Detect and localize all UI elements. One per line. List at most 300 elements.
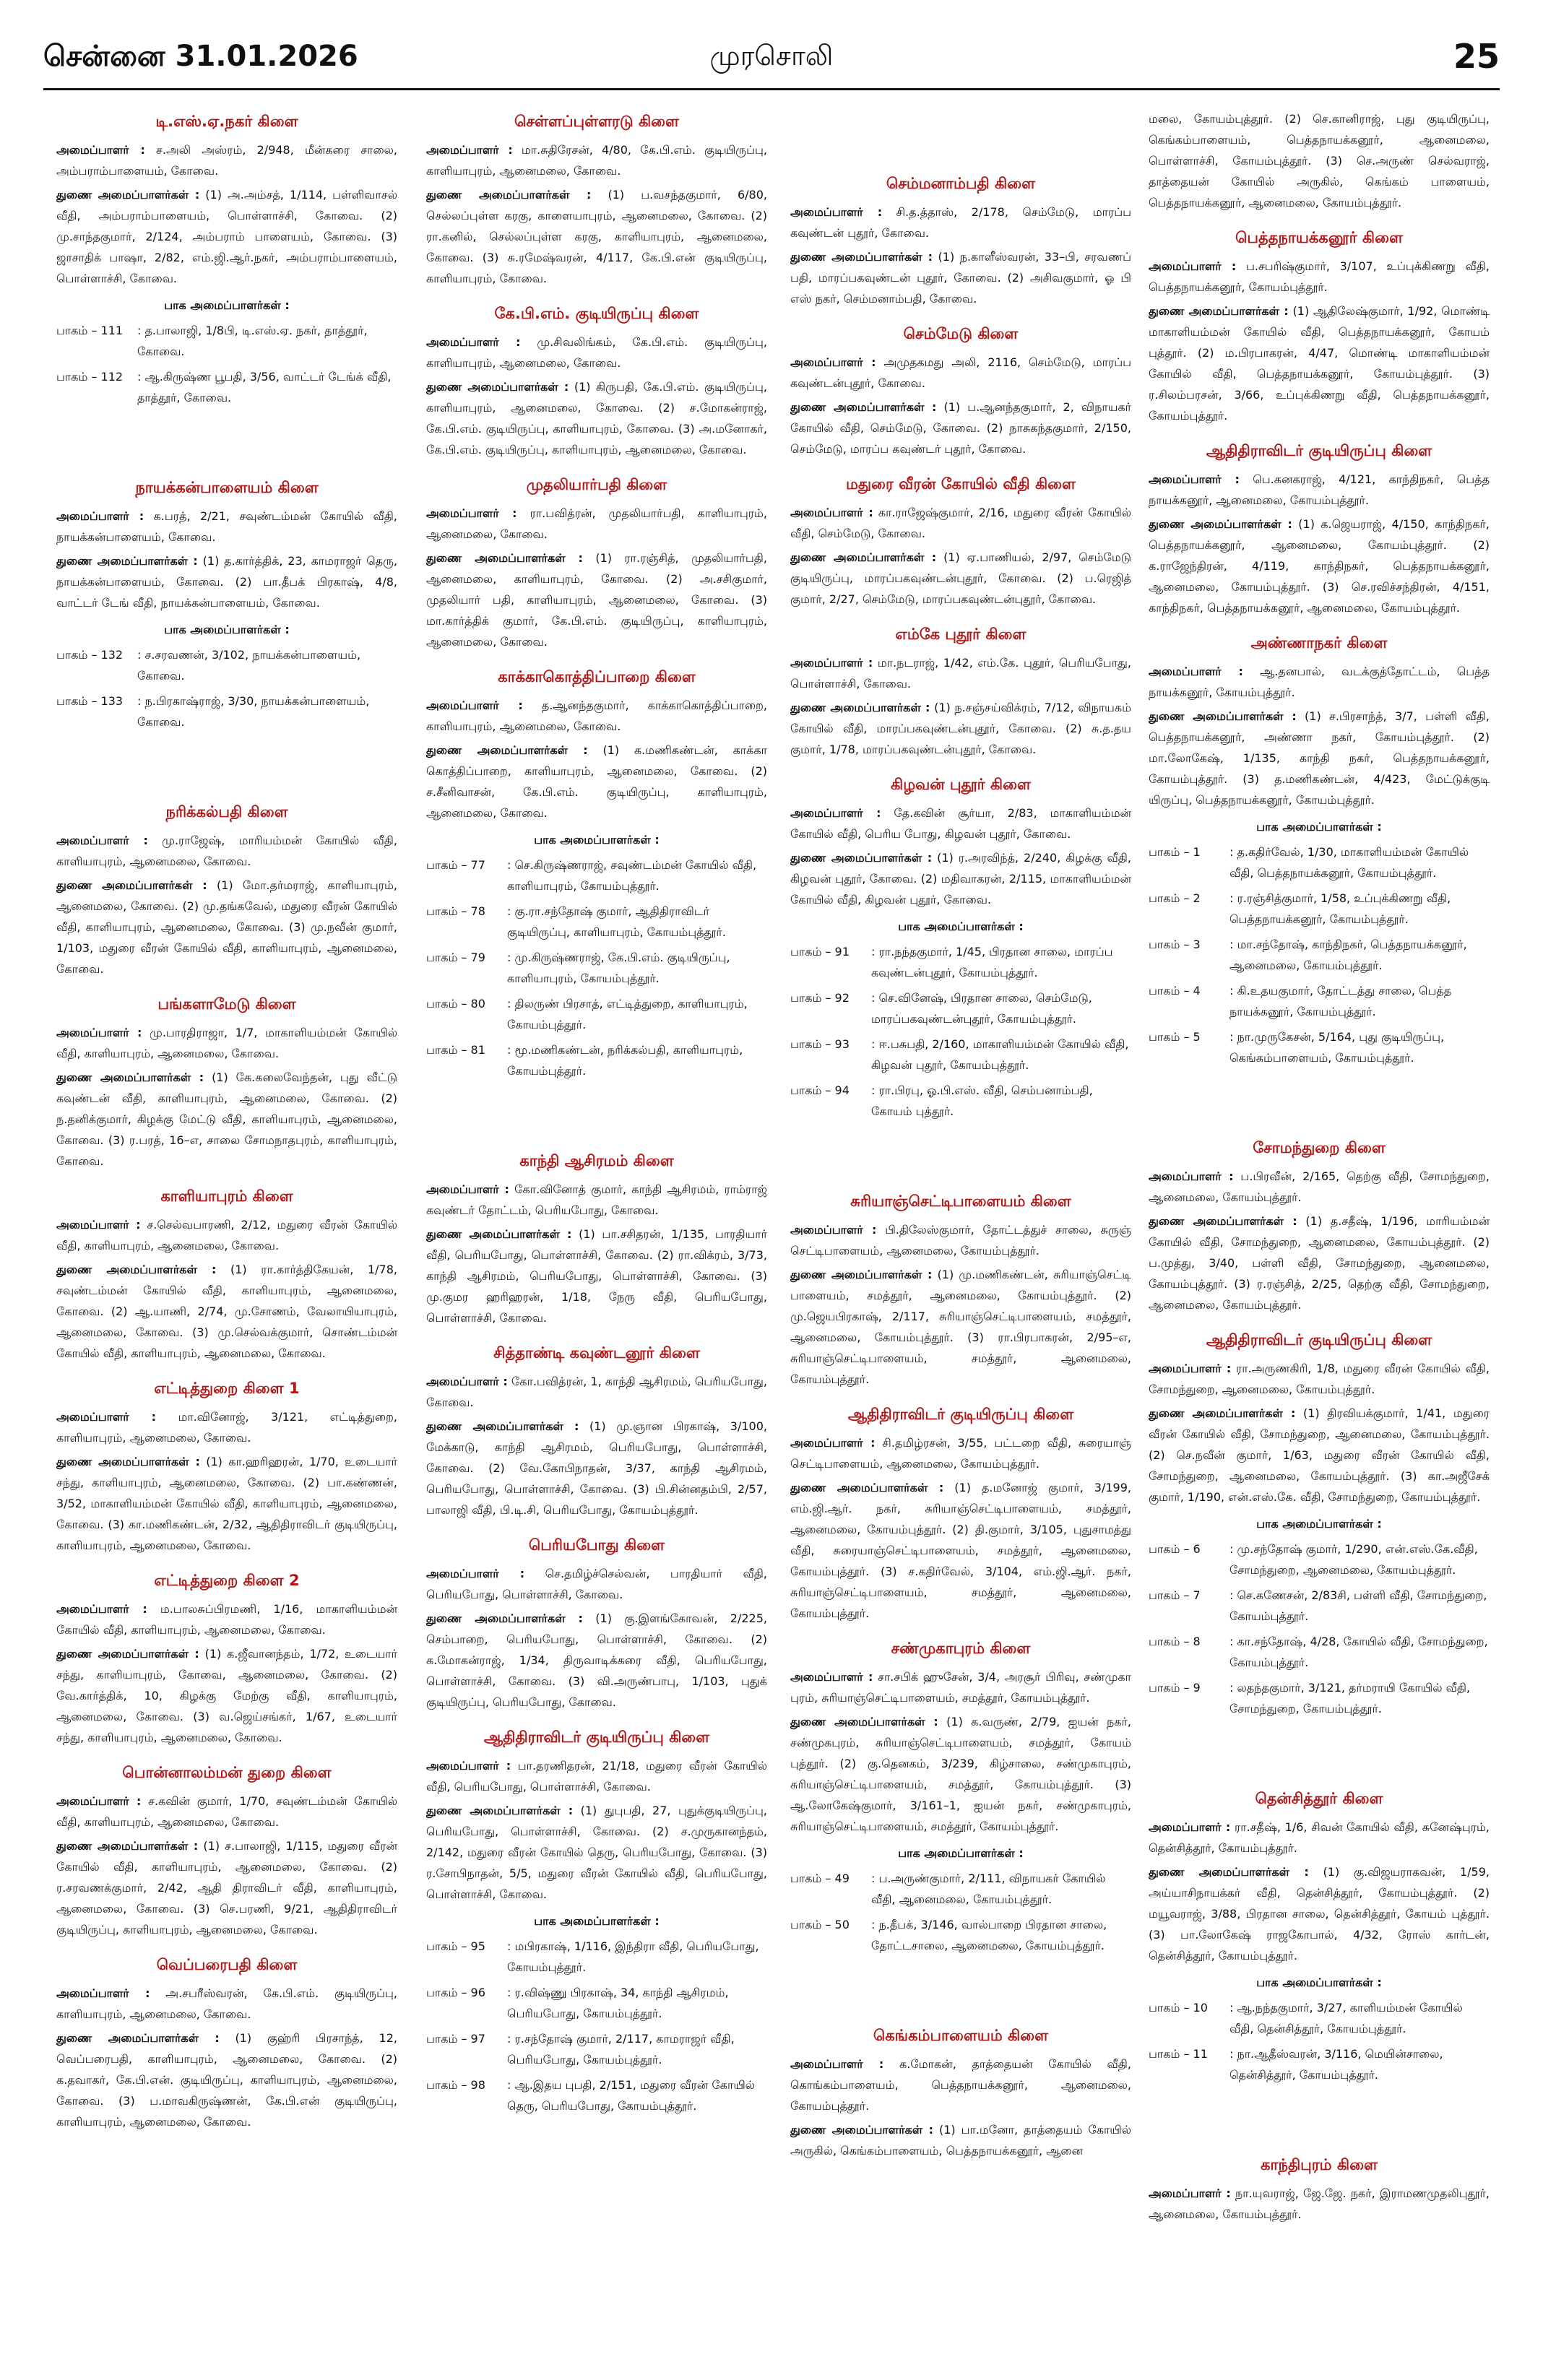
booth-organizer-text: : கு.ரா.சந்தோஷ் குமார், ஆதிதிராவிடர் குடியிருப்பு, காளியாபுரம், கோயம்புத்தூர்.	[507, 904, 726, 939]
booth-organizer-text: : ப.அருண்குமார், 2/111, விநாயகர் கோயில் வீதி, ஆனைமலை, கோயம்புத்தூர்.	[871, 1871, 1106, 1906]
branch-heading: சண்முகாபுரம் கிளை	[891, 1640, 1031, 1657]
branch-heading: சித்தாண்டி கவுண்டனூர் கிளை	[493, 1344, 700, 1362]
booth-organizers-heading: பாக அமைப்பாளர்கள் :	[898, 1846, 1024, 1860]
organizer-entry	[56, 1214, 397, 1256]
role-label: துணை அமைப்பாளர்கள் :	[56, 1263, 217, 1276]
booth-number: பாகம் – 91	[790, 945, 850, 959]
booth-organizer-text: : ர.ரஞ்சித்குமார், 1/58, உப்புக்கிணறு வீதி, பெத்தநாயக்கனூர், கோயம்புத்தூர்.	[1229, 891, 1451, 926]
organizer-details: கா.ராஜேஷ்குமார், 2/16, மதுரை வீரன் கோயில் வீதி, செம்மேடு, கோவை.	[790, 506, 1131, 540]
branch-heading: ஆதிதிராவிடர் குடியிருப்பு கிளை	[483, 1728, 710, 1746]
organizer-details: ரா.அருணகிரி, 1/8, மதுரை வீரன் கோயில் வீதி, சோமந்துறை, ஆனைமலை, கோயம்புத்தூர்.	[1149, 1362, 1490, 1396]
organizer-details: மு.சிவலிங்கம், கே.பி.எம். குடியிருப்பு, காளியாபுரம், ஆனைமலை, கோவை.	[426, 335, 767, 370]
booth-organizer-text: : ஆ.இதய புபதி, 2/151, மதுரை வீரன் கோயில் தெரு, பெரியபோது, கோயம்புத்தூர்.	[507, 2078, 756, 2113]
role-label: துணை அமைப்பாளர்கள் :	[790, 1715, 938, 1728]
booth-entry	[790, 987, 1131, 1029]
organizer-details: க.பரத், 2/21, சவுண்டம்மன் கோயில் வீதி, நாயக்கன்பாளையம், கோவை.	[56, 509, 397, 544]
booth-organizers-heading: பாக அமைப்பாளர்கள் :	[164, 623, 290, 636]
organizer-details: ச.அலி அஸ்ரம், 2/948, மீன்கரை சாலை, அம்பராம்பாளையம், கோவை.	[56, 143, 397, 178]
booth-organizer-text: : நா.முருகேசன், 5/164, புது குடியிருப்பு, கெங்கம்பாளையம், கோயம்புத்தூர்.	[1229, 1030, 1445, 1065]
role-label: அமைப்பாளர் :	[426, 335, 521, 349]
booth-entry	[1149, 1539, 1490, 1580]
booth-entry	[790, 1868, 1131, 1910]
booth-organizers-heading: பாக அமைப்பாளர்கள் :	[164, 298, 290, 312]
booth-entry	[426, 1936, 767, 1978]
spacer	[790, 1126, 1131, 1177]
organizer-details: (1) ரா.கார்த்திகேயன், 1/78, சவுண்டம்மன் கோயில் வீதி, காளியாபுரம், ஆனைமலை, கோவை. (2) ஆ.யாணி, 2/74, மு.சோணம், வேலாயியாபுரம், ஆனைமலை, கோவை. (3) மு.செல்வக்குமார், சொண்டம்மன் கோயில் வீதி, காளியாபுரம், ஆனைமலை, கோவை.	[56, 1263, 397, 1360]
role-label: துணை அமைப்பாளர்கள் :	[56, 554, 198, 568]
branch-heading: வெப்பரைபதி கிளை	[156, 1956, 298, 1973]
organizer-details: (1) ரா.ரஞ்சித், முதலியார்பதி, ஆனைமலை, காளியாபுரம், கோவை. (2) அ.சசிகுமார், முதலியார் பதி, காளியாபுரம், ஆனைமலை, கோவை. (3) மா.கார்த்திக் குமார், கே.பி.எம். குடியிருப்பு, காளியாபுரம், ஆனைமலை, கோவை.	[426, 551, 767, 649]
organizer-entry	[56, 1259, 397, 1364]
organizer-details: (1) த.மனோஜ் குமார், 3/199, எம்.ஜி.ஆர். நகர், சுரியாஞ்செட்டிபாளையம், சமத்தூர், ஆனைமலை, கோயம்புத்தூர். (2) தி.குமார், 3/105, புதுசாமத்து வீதி, சுரையாஞ்செட்டிபாளையம், சமத்தூர், ஆனைமலை, கோயம்புத்தூர். (3) ச.கதிர்வேல், 3/104, எம்.ஜி.ஆர். நகர், சுரியாஞ்செட்டிபாளையம், சமத்தூர், ஆனைமலை, கோயம்புத்தூர்.	[790, 1481, 1131, 1620]
booth-entry	[426, 947, 767, 989]
booth-entry	[426, 901, 767, 943]
role-label: அமைப்பாளர் :	[790, 806, 881, 820]
branch-heading: செம்மேடு கிளை	[903, 325, 1019, 342]
organizer-details: (1) கிருபதி, கே.பி.எம். குடியிருப்பு, காளியாபுரம், ஆனைமலை, கோவை. (2) ச.மோகன்ராஜ், கே.பி.எம். குடியிருப்பு, காளியாபுரம், கோவை. (3) அ.மனோகர், கே.பி.எம். குடியிருப்பு, காளியாபுரம், ஆனைமலை, கோவை.	[426, 380, 767, 456]
role-label: துணை அமைப்பாளர்கள் :	[426, 1227, 572, 1241]
booth-organizer-text: : கா.சந்தோஷ், 4/28, கோயில் வீதி, சோமந்துறை, கோயம்புத்தூர்.	[1229, 1635, 1488, 1669]
branch-heading: எட்டித்துறை கிளை 2	[154, 1572, 300, 1589]
spacer	[790, 108, 1131, 159]
role-label: துணை அமைப்பாளர்கள் :	[426, 743, 588, 757]
organizer-entry	[790, 1666, 1131, 1708]
booth-organizer-text: : ச.சரவணன், 3/102, நாயக்கன்பாளையம், கோவை.	[137, 648, 361, 683]
organizer-entry	[426, 139, 767, 181]
organizer-entry	[790, 1264, 1131, 1390]
role-label: துணை அமைப்பாளர்கள் :	[790, 400, 937, 414]
booth-organizer-text: : ந.தீபக், 3/146, வால்பாறை பிரதான சாலை, தோட்டசாலை, ஆனைமலை, கோயம்புத்தூர்.	[871, 1918, 1107, 1952]
spacer	[426, 1086, 767, 1136]
role-label: துணை அமைப்பாளர்கள் :	[790, 250, 933, 264]
booth-number: பாகம் – 79	[426, 951, 485, 964]
booth-organizer-text: : ஆ.கிருஷ்ண பூபதி, 3/56, வாட்டர் டேங்க் வீதி, தாத்தூர், கோவை.	[137, 370, 392, 404]
role-label: அமைப்பாளர் :	[790, 656, 873, 670]
role-label: அமைப்பாளர் :	[1149, 1169, 1234, 1183]
role-label: துணை அமைப்பாளர்கள் :	[1149, 1406, 1296, 1420]
role-label: துணை அமைப்பாளர்கள் :	[56, 1647, 199, 1661]
booth-number: பாகம் – 95	[426, 1939, 485, 1953]
booth-number: பாகம் – 3	[1149, 938, 1201, 951]
organizer-details: சி.த.த்தாஸ், 2/178, செம்மேடு, மாரப்ப கவுண்டன் புதூர், கோவை.	[790, 205, 1131, 240]
organizer-details: ப.சபரிஷ்குமார், 3/107, உப்புக்கிணறு வீதி, பெத்தநாயக்கனூர், கோயம்புத்தூர்.	[1149, 259, 1490, 294]
organizer-entry	[426, 1371, 767, 1413]
organizer-entry	[56, 139, 397, 181]
booth-organizer-text: : த.கதிர்வேல், 1/30, மாகாளியம்மன் கோயில் வீதி, பெத்தநாயக்கனூர், கோயம்புத்தூர்.	[1229, 845, 1469, 880]
organizer-entry	[790, 697, 1131, 760]
column-2	[426, 108, 767, 2329]
organizer-entry	[1149, 469, 1490, 511]
organizer-details: (1) க.ஜெயராஜ், 4/150, காந்திநகர், பெத்தநாயக்கனூர், ஆனைமலை, கோயம்புத்தூர். (2) க.ராஜேந்திரன், 4/119, காந்திநகர், பெத்தநாயக்கனூர், ஆனைமலை, கோயம்புத்தூர். (3) செ.ரவிச்சந்திரன், 4/151, காந்திநகர், பெத்தநாயக்கனூர், ஆனைமலை, கோயம்புத்தூர்.	[1149, 517, 1490, 615]
role-label: அமைப்பாளர் :	[426, 1375, 508, 1388]
booth-organizer-text: : ரா.பிரபு, ஓ.பி.எஸ். வீதி, செம்பனாம்பதி, கோயம் புத்தூர்.	[871, 1083, 1093, 1118]
organizer-details: த.ஆனந்தகுமார், காக்காகொத்திப்பாறை, காளியாபுரம், ஆனைமலை, கோவை.	[426, 698, 767, 733]
branch-heading: முதலியார்பதி கிளை	[526, 476, 667, 493]
booth-organizer-text: : ஆ.நந்தகுமார், 3/27, காளியம்மன் கோயில் வீதி, தென்சித்தூர், கோயம்புத்தூர்.	[1229, 2001, 1463, 2035]
organizer-details: தே.கவின் சூர்யா, 2/83, மாகாளியம்மன் கோயில் வீதி, பெரிய போது, கிழவன் புதூர், கோவை.	[790, 806, 1131, 841]
organizer-entry	[790, 847, 1131, 910]
booth-organizer-text: : ர.விஷ்ணு பிரகாஷ், 34, காந்தி ஆசிரமம், பெரியபோது, கோயம்புத்தூர்.	[507, 1986, 729, 2020]
organizer-entry	[56, 1791, 397, 1832]
date-line: சென்னை 31.01.2026	[43, 40, 358, 73]
organizer-details: (1) கு.இளங்கோவன், 2/225, செம்பாறை, பெரியபோது, பொள்ளாச்சி, கோவை. (2) க.மோகன்ராஜ், 1/34, திருவாடிக்கரை வீதி, பெரியபோது, பொள்ளாச்சி, கோவை. (3) வி.அருண்பாபு, 1/103, புதுக் குடியிருப்பு, பெரியபோது, கோவை.	[426, 1611, 767, 1709]
booth-entry	[1149, 1997, 1490, 2039]
organizer-details: (1) அ.அம்சத், 1/114, பள்ளிவாசல் வீதி, அம்பராம்பாளையம், பொள்ளாச்சி, கோவை. (2) மு.சாந்தகுமார், 2/124, அம்பராம் பாளையம், கோவை. (3) ஜாசாதிக் பாஷா, 2/82, எம்.ஜி.ஆர்.நகர், அம்பராம்பாளையம், பொள்ளாச்சி, கோவை.	[56, 188, 397, 285]
organizer-details: (1) கு.விஜயராகவன், 1/59, அய்யாசிநாயக்கர் வீதி, தென்சித்தூர், கோயம்புத்தூர். (2) மயூவராஜ், 3/88, பிரதான சாலை, தென்சித்தூர், கோயம் புத்தூர். (3) பா.லோகேஷ் ராஜகோபால், 4/32, ரோஸ் கார்டன், தென்சித்தூர், கோயம்புத்தூர்.	[1149, 1865, 1490, 1963]
role-label: அமைப்பாளர் :	[790, 205, 883, 219]
role-label: துணை அமைப்பாளர்கள் :	[56, 878, 207, 892]
organizer-entry	[1149, 300, 1490, 426]
organizer-entry	[56, 1067, 397, 1172]
booth-number: பாகம் – 81	[426, 1043, 485, 1057]
role-label: அமைப்பாளர் :	[790, 1670, 873, 1684]
organizer-entry	[56, 506, 397, 548]
role-label: அமைப்பாளர் :	[426, 143, 513, 157]
booth-number: பாகம் – 49	[790, 1871, 850, 1885]
role-label: அமைப்பாளர் :	[56, 1602, 147, 1616]
organizer-details: (1) கா.ஹரிஹரன், 1/70, உடையார் சந்து, காளியாபுரம், ஆனைமலை, கோவை. (2) பா.கண்ணன், 3/52, மாகாளியம்மன் கோயில் வீதி, காளியாபுரம், ஆனைமலை, கோவை. (3) கா.மணிகண்டன், 2/32, ஆதிதிராவிடர் குடியிருப்பு, காளியாபுரம், ஆனைமலை, கோவை.	[56, 1455, 397, 1552]
role-label: துணை அமைப்பாளர்கள் :	[790, 1481, 944, 1494]
organizer-entry	[56, 1598, 397, 1640]
organizer-entry	[426, 695, 767, 737]
spacer	[56, 737, 397, 787]
booth-entry	[426, 2028, 767, 2070]
booth-organizers-heading: பாக அமைப்பாளர்கள் :	[534, 1914, 660, 1928]
organizer-entry	[790, 1711, 1131, 1837]
role-label: துணை அமைப்பாளர்கள் :	[790, 701, 930, 714]
organizer-entry	[56, 1406, 397, 1448]
organizer-entry	[790, 652, 1131, 694]
organizer-entry	[426, 1608, 767, 1713]
role-label: அமைப்பாளர் :	[1149, 1820, 1231, 1834]
booth-number: பாகம் – 7	[1149, 1588, 1201, 1602]
booth-organizer-text: : த.பாலாஜி, 1/8பி, டி.எஸ்.ஏ. நகர், தாத்தூர், கோவை.	[137, 324, 368, 358]
organizer-entry	[1149, 1403, 1490, 1507]
organizer-details: கோ.பவித்ரன், 1, காந்தி ஆசிரமம், பெரியபோது, கோவை.	[426, 1375, 767, 1409]
booth-entry	[790, 1080, 1131, 1122]
organizer-entry	[1149, 1358, 1490, 1400]
branch-heading: செள்ளப்புள்ளரடு கிளை	[514, 113, 679, 130]
branch-heading: கெங்கம்பாளையம் கிளை	[873, 2027, 1049, 2044]
organizer-details: பா.தரணிதரன், 21/18, மதுரை வீரன் கோயில் வீதி, பெரியபோது, பொள்ளாச்சி, கோவை.	[426, 1759, 767, 1793]
organizer-details: ச.கவின் குமார், 1/70, சவுண்டம்மன் கோயில் வீதி, காளியாபுரம், ஆனைமலை, கோவை.	[56, 1794, 397, 1829]
booth-number: பாகம் – 96	[426, 1986, 485, 1999]
organizer-entry	[426, 332, 767, 373]
booth-organizers-heading: பாக அமைப்பாளர்கள் :	[898, 919, 1024, 933]
branch-heading: கிழவன் புதூர் கிளை	[891, 776, 1031, 793]
organizer-details: பெ.கனகராஜ், 4/121, காந்திநகர், பெத்த நாயக்கனூர், ஆனைமலை, கோயம்புத்தூர்.	[1149, 472, 1490, 507]
organizer-details: (1) ர.அரவிந்த், 2/240, கிழக்கு வீதி, கிழவன் புதூர், கோவை. (2) மதிவாகரன், 2/115, மாகாளியம்மன் கோயில் வீதி, கிழவன் புதூர், கோவை.	[790, 851, 1131, 906]
organizer-entry	[426, 1755, 767, 1797]
role-label: அமைப்பாளர் :	[1149, 259, 1237, 273]
booth-number: பாகம் – 9	[1149, 1681, 1201, 1695]
branch-heading: மதுரை வீரன் கோயில் வீதி கிளை	[845, 475, 1076, 493]
organizer-details: ப.பிரவீன், 2/165, தெற்கு வீதி, சோமந்துறை, ஆனைமலை, கோயம்புத்தூர்.	[1149, 1169, 1490, 1204]
booth-entry	[56, 366, 397, 408]
organizer-entry	[790, 502, 1131, 544]
booth-entry	[1149, 980, 1490, 1022]
booth-number: பாகம் – 78	[426, 904, 485, 918]
organizer-details: (1) திரவியக்குமார், 1/41, மதுரை வீரன் கோயில் வீதி, சோமந்துறை, ஆனைமலை, கோயம்புத்தூர். (2) செ.நவீன் குமார், 1/63, மதுரை வீரன் கோயில் வீதி, சோமந்துறை, ஆனைமலை, கோயம்புத்தூர். (3) கா.அஜீசேக் குமார், 1/190, என்.எஸ்.கே. வீதி, சோமந்துறை, கோயம்புத்தூர்.	[1149, 1406, 1490, 1504]
booth-number: பாகம் – 6	[1149, 1542, 1201, 1556]
role-label: அமைப்பாளர் :	[1149, 2186, 1231, 2200]
booth-number: பாகம் – 50	[790, 1918, 850, 1931]
organizer-details: (1) ந.சஞ்சய்விக்ரம், 7/12, விநாயகம் கோயில் வீதி, மாரப்பகவுண்டன்புதூர், கோவை. (2) சு.த.தய குமார், 1/78, மாரப்பகவுண்டன்புதூர், கோவை.	[790, 701, 1131, 756]
organizer-details: (1) ச.பாலாஜி, 1/115, மதுரை வீரன் கோயில் வீதி, காளியாபுரம், ஆனைமலை, கோவை. (2) ர.சரவணக்குமார், 2/42, ஆதி திராவிடர் வீதி, காளியாபுரம், ஆனைமலை, கோவை. (3) செ.பரணி, 9/21, ஆதிதிராவிடர் குடியிருப்பு, காளியாபுரம், ஆனைமலை, கோவை.	[56, 1839, 397, 1937]
booth-organizer-text: : கி.உதயகுமார், தோட்டத்து சாலை, பெத்த நாயக்கனூர், கோயம்புத்தூர்.	[1229, 984, 1452, 1018]
organizer-entry	[790, 352, 1131, 394]
organizer-entry	[790, 1432, 1131, 1474]
organizer-entry	[56, 830, 397, 872]
organizer-details: பி.திலேஸ்குமார், தோட்டத்துச் சாலை, சுருஞ் செட்டிபாளையம், ஆனைமலை, கோயம்புத்தூர்.	[790, 1223, 1131, 1258]
organizer-details: மு.ராஜேஷ், மாரியம்மன் கோயில் வீதி, காளியாபுரம், ஆனைமலை, கோவை.	[56, 834, 397, 868]
booth-number: பாகம் – 93	[790, 1037, 850, 1051]
role-label: அமைப்பாளர் :	[1149, 665, 1243, 678]
branch-heading: டி.எஸ்.ஏ.நகர் கிளை	[155, 113, 298, 130]
booth-number: பாகம் – 8	[1149, 1635, 1201, 1648]
organizer-entry	[1149, 1861, 1490, 1966]
booth-entry	[1149, 2043, 1490, 2085]
organizer-entry	[790, 1477, 1131, 1624]
role-label: அமைப்பாளர் :	[56, 509, 144, 523]
continued-text: மலை, கோயம்புத்தூர். (2) செ.கானிராஜ், புது குடியிருப்பு, கெங்கம்பாளையம், பெத்தநாயக்கனூர், ஆனைமலை, பொள்ளாச்சி, கோயம்புத்தூர். (3) செ.அருண் செல்வராஜ், தாத்தையன் கோயில் அருகில், கெங்கம் பாளையம், பெத்தநாயக்கனூர், ஆனைமலை, கோயம்புத்தூர்.	[1149, 112, 1490, 209]
booth-entry	[56, 691, 397, 732]
role-label: துணை அமைப்பாளர்கள் :	[1149, 517, 1292, 531]
organizer-details: (1) ஏ.பாணியல், 2/97, செம்மேடு குடியிருப்பு, மாரப்பகவுண்டன்புதூர், கோவை. (2) ப.ரெஜித் குமார், 2/27, செம்மேடு, மாரப்பகவுண்டன்புதூர், கோவை.	[790, 550, 1131, 606]
booth-organizer-text: : செ.கிருஷ்ணராஜ், சவுண்டம்மன் கோயில் வீதி, காளியாபுரம், கோயம்புத்தூர்.	[507, 858, 757, 893]
organizer-entry	[1149, 2183, 1490, 2225]
spacer	[1149, 2090, 1490, 2140]
role-label: அமைப்பாளர் :	[1149, 472, 1240, 486]
branch-heading: சுரியாஞ்செட்டிபாளையம் கிளை	[850, 1193, 1071, 1210]
role-label: அமைப்பாளர் :	[1149, 1362, 1232, 1375]
booth-organizer-text: : மு.கிருஷ்ணராஜ், கே.பி.எம். குடியிருப்பு, காளியாபுரம், கோயம்புத்தூர்.	[507, 951, 730, 985]
booth-number: பாகம் – 133	[56, 694, 124, 708]
organizer-entry	[56, 1451, 397, 1556]
branch-heading: பங்களாமேடு கிளை	[157, 995, 296, 1013]
booth-number: பாகம் – 94	[790, 1083, 850, 1097]
role-label: அமைப்பாளர் :	[790, 355, 876, 369]
booth-organizer-text: : ர.சந்தோஷ் குமார், 2/117, காமராஜர் வீதி, பெரியபோது, கோயம்புத்தூர்.	[507, 2032, 735, 2067]
organizer-entry	[426, 548, 767, 652]
booth-organizer-text: : ஈ.பசுபதி, 2/160, மாகாளியம்மன் கோயில் வீதி, கிழவன் புதூர், கோயம்புத்தூர்.	[871, 1037, 1129, 1072]
organizer-entry	[790, 397, 1131, 459]
booth-organizers-heading: பாக அமைப்பாளர்கள் :	[1256, 1517, 1382, 1531]
organizer-entry	[426, 1179, 767, 1221]
organizer-entry	[1149, 661, 1490, 703]
organizer-details: சா.சபிக் ஹுசேன், 3/4, அரசூர் பிரிவு, சண்முகா புரம், சுரியாஞ்செட்டிபாளையம், சமத்தூர், கோயம்புத்தூர்.	[790, 1670, 1131, 1705]
organizer-entry	[790, 2054, 1131, 2116]
organizer-details: மா.நடராஜ், 1/42, எம்.கே. புதூர், பெரியபோது, பொள்ளாச்சி, கோவை.	[790, 656, 1131, 691]
spacer	[56, 412, 397, 463]
organizer-details: க.மோகன், தாத்தையன் கோயில் வீதி, கொங்கம்பாளையம், பெத்தநாயக்கனூர், ஆனைமலை, கோயம்புத்தூர்.	[790, 2057, 1131, 2113]
branch-heading: அண்ணாநகர் கிளை	[1250, 634, 1388, 652]
organizer-details: (1) பா.மனோ, தாத்தையம் கோயில் அருகில், கெங்கம்பாளையம், பெத்தநாயக்கனூர், ஆனை	[790, 2123, 1131, 2158]
role-label: துணை அமைப்பாளர்கள் :	[1149, 709, 1297, 723]
header-rule	[43, 88, 1500, 90]
organizer-entry	[426, 503, 767, 545]
column-3	[790, 108, 1131, 2329]
organizer-details: (1) ந.காளீஸ்வரன், 33–பி, சரவணப் பதி, மாரப்பகவுண்டன் புதூர், கோவை. (2) அசிவகுமார், ஓ பி எஸ் நகர், செம்மனாம்பதி, கோவை.	[790, 250, 1131, 306]
column-4	[1149, 108, 1490, 2329]
organizer-entry	[56, 1983, 397, 2025]
organizer-details: (1) க.ஜீவானந்தம், 1/72, உடையார் சந்து, காளியாபுரம், கோவை, ஆனைமலை, கோவை. (2) வே.கார்த்திக், 10, கிழக்கு மேற்கு வீதி, காளியாபுரம், ஆனைமலை, கோவை. (3) வ.ஜெய்சங்கர், 1/67, உடையார் சந்து, காளியாபுரம், ஆனைமலை, கோவை.	[56, 1647, 397, 1744]
organizer-details: (1) பா.சசிதரன், 1/135, பாரதியார் வீதி, பெரியபோது, பொள்ளாச்சி, கோவை. (2) ரா.விக்ரம், 3/73, காந்தி ஆசிரமம், பெரியபோது, பொள்ளாச்சி, கோவை. (3) மு.குமர ஹரிஹரன், 1/18, நேரு வீதி, பெரியபோது, பொள்ளாச்சி, கோவை.	[426, 1227, 767, 1325]
organizer-details: (1) ப.வசந்தகுமார், 6/80, செல்லப்புள்ள கரகு, காளையாபுரம், ஆனைமலை, கோவை. (2) ரா.கனில், செல்லப்புள்ள கரகு, காளியாபுரம், ஆனைமலை, கோவை. (3) சு.ரமேஷ்வரன், 4/117, கே.பி.என் குடியிருப்பு, காளியாபுரம், கோவை.	[426, 188, 767, 285]
booth-number: பாகம் – 92	[790, 991, 850, 1005]
role-label: அமைப்பாளர் :	[56, 1026, 142, 1039]
role-label: துணை அமைப்பாளர்கள் :	[426, 1804, 574, 1817]
booth-entry	[1149, 841, 1490, 883]
booth-entry	[790, 1034, 1131, 1076]
organizer-entry	[1149, 706, 1490, 810]
organizer-entry	[426, 1416, 767, 1520]
organizer-entry	[790, 1219, 1131, 1261]
role-label: அமைப்பாளர் :	[56, 1794, 142, 1808]
organizer-entry	[426, 376, 767, 460]
branch-heading: பெத்தநாயக்கனூர் கிளை	[1235, 229, 1403, 246]
branch-heading: சோமந்துறை கிளை	[1253, 1139, 1386, 1156]
booth-entry	[790, 941, 1131, 983]
organizer-entry	[790, 547, 1131, 610]
booth-organizer-text: : மா.சந்தோஷ், காந்திநகர், பெத்தநாயக்கனூர், ஆனைமலை, கோயம்புத்தூர்.	[1229, 938, 1467, 972]
organizer-entry	[56, 2028, 397, 2132]
organizer-details: (1) க.மணிகண்டன், காக்கா கொத்திப்பாறை, காளியாபுரம், ஆனைமலை, கோவை. (2) ச.சீனிவாசன், கே.பி.எம். குடியிருப்பு, காளியாபுரம், ஆனைமலை, கோவை.	[426, 743, 767, 820]
spacer	[790, 1960, 1131, 2011]
organizer-details: (1) மு.ஞான பிரகாஷ், 3/100, மேக்காடு, காந்தி ஆசிரமம், பெரியபோது, பொள்ளாச்சி, கோவை. (2) வே.கோபிநாதன், 3/37, காந்தி ஆசிரமம், பெரியபோது, பொள்ளாச்சி, கோவை. (3) பி.சின்னதம்பி, 2/57, பாலாஜி வீதி, பி.டி.சி, பெரியபோது, கோயம்புத்தூர்.	[426, 1419, 767, 1517]
booth-organizers-heading: பாக அமைப்பாளர்கள் :	[1256, 820, 1382, 834]
booth-number: பாகம் – 97	[426, 2032, 485, 2046]
organizer-entry	[426, 1224, 767, 1328]
organizer-entry	[790, 246, 1131, 309]
organizer-details: (1) க.வருண், 2/79, ஐயன் நகர், சண்முகபுரம், சுரியாஞ்செட்டிபாளையம், சமத்தூர், கோயம் புத்தூர். (2) கு.தெனகம், 3/239, கிழ்சாலை, சண்முகாபுரம், சுரியாஞ்செட்டிபாளையம், சமத்தூர், கோயம்புத்தூர். (3) ஆ.லோகேஷ்குமார், 3/161–1, ஐயன் நகர், சண்முகாபுரம், சுரியாஞ்செட்டிபாளையம், சமத்தூர், கோயம்புத்தூர்.	[790, 1715, 1131, 1833]
organizer-entry	[1149, 514, 1490, 618]
role-label: துணை அமைப்பாளர்கள் :	[426, 1611, 583, 1625]
organizer-entry	[56, 550, 397, 613]
organizer-entry	[790, 802, 1131, 844]
role-label: துணை அமைப்பாளர்கள் :	[790, 2123, 934, 2137]
booth-organizers-heading: பாக அமைப்பாளர்கள் :	[1256, 1976, 1382, 1989]
booth-number: பாகம் – 132	[56, 648, 124, 662]
branch-heading: ஆதிதிராவிடர் குடியிருப்பு கிளை	[847, 1406, 1074, 1423]
role-label: துணை அமைப்பாளர்கள் :	[426, 1419, 579, 1433]
booth-entry	[1149, 1585, 1490, 1627]
role-label: அமைப்பாளர் :	[790, 506, 873, 519]
branch-heading: ஆதிதிராவிடர் குடியிருப்பு கிளை	[1206, 442, 1432, 459]
role-label: துணை அமைப்பாளர்கள் :	[790, 851, 933, 865]
organizer-details: (1) மு.மணிகண்டன், சுரியாஞ்செட்டி பாளையம், சமத்தூர், ஆனைமலை, கோயம்புத்தூர். (2) மு.ஜெயபிரகாஷ், 2/117, சுரியாஞ்செட்டிபாளையம், சமத்தூர், ஆனைமலை, கோயம்புத்தூர். (3) ரா.பிரபாகரன், 2/95–எ, சுரியாஞ்செட்டிபாளையம், சமத்தூர், ஆனைமலை, கோயம்புத்தூர்.	[790, 1268, 1131, 1386]
booth-number: பாகம் – 80	[426, 997, 485, 1011]
branch-heading: பெரியபோது கிளை	[528, 1536, 665, 1554]
booth-entry	[790, 1914, 1131, 1956]
organizer-details: நா.யுவராஜ், ஜே.ஜே. நகர், இராமணமுதலிபுதூர், ஆனைமலை, கோயம்புத்தூர்.	[1149, 2186, 1490, 2221]
organizer-details: அ.சபரீஸ்வரன், கே.பி.எம். குடியிருப்பு, காளியாபுரம், ஆனைமலை, கோவை.	[56, 1986, 397, 2021]
booth-organizer-text: : நா.ஆதீஸ்வரன், 3/116, மெயின்சாலை, தென்சித்தூர், கோயம்புத்தூர்.	[1229, 2047, 1443, 2082]
role-label: துணை அமைப்பாளர்கள் :	[426, 380, 569, 394]
organizer-details: (1) த.சதீஷ், 1/196, மாரியம்மன் கோயில் வீதி, சோமந்துறை, ஆனைமலை, கோயம்புத்தூர். (2) ப.முத்து, 3/40, பள்ளி வீதி, சோமந்துறை, ஆனைமலை, கோயம்புத்தூர். (3) ர.ரஞ்சித், 2/25, தெற்கு வீதி, சோமந்துறை, ஆனைமலை, கோயம்புத்தூர்.	[1149, 1214, 1490, 1312]
booth-organizer-text: : மூ.மணிகண்டன், நரிக்கல்பதி, காளியாபுரம், கோயம்புத்தூர்.	[507, 1043, 743, 1078]
organizer-details: செ.தமிழ்ச்செல்வன், பாரதியார் வீதி, பெரியபோது, பொள்ளாச்சி, கோவை.	[426, 1567, 767, 1601]
role-label: அமைப்பாளர் :	[426, 1759, 511, 1773]
role-label: துணை அமைப்பாளர்கள் :	[56, 188, 200, 202]
booth-entry	[1149, 1677, 1490, 1719]
page-header	[43, 37, 1500, 83]
role-label: துணை அமைப்பாளர்கள் :	[56, 1070, 204, 1084]
branch-heading: காக்காகொத்திப்பாறை கிளை	[498, 668, 696, 685]
organizer-details: கோ.வினோத் குமார், காந்தி ஆசிரமம், ராம்ராஜ் கவுண்டர் தோட்டம், பெரியபோது, கோவை.	[426, 1182, 767, 1217]
role-label: அமைப்பாளர் :	[56, 834, 148, 847]
spacer	[1149, 1073, 1490, 1123]
role-label: அமைப்பாளர் :	[426, 506, 517, 520]
branch-heading: ஆதிதிராவிடர் குடியிருப்பு கிளை	[1206, 1331, 1432, 1349]
booth-organizer-text: : ரா.நந்தகுமார், 1/45, பிரதான சாலை, மாரப்ப கவுண்டன்புதூர், கோயம்புத்தூர்.	[871, 945, 1113, 979]
organizer-details: ஆ.தனபால், வடக்குத்தோட்டம், பெத்த நாயக்கனூர், கோயம்புத்தூர்.	[1149, 665, 1490, 699]
booth-entry	[426, 1982, 767, 2024]
role-label: அமைப்பாளர் :	[56, 143, 145, 157]
organizer-entry	[790, 2119, 1131, 2161]
branch-heading: கே.பி.எம். குடியிருப்பு கிளை	[494, 305, 699, 322]
booth-organizer-text: : திலருண் பிரசாத், எட்டித்துறை, காளியாபுரம், கோயம்புத்தூர்.	[507, 997, 748, 1031]
branch-heading: எம்கே புதூர் கிளை	[895, 626, 1026, 643]
role-label: அமைப்பாளர் :	[426, 698, 523, 712]
organizer-details: ரா.சதீஷ், 1/6, சிவன் கோயில் வீதி, சுனேஷ்புரம், தென்சித்தூர், கோயம்புத்தூர்.	[1149, 1820, 1490, 1855]
booth-number: பாகம் – 11	[1149, 2047, 1208, 2061]
role-label: துணை அமைப்பாளர்கள் :	[1149, 1214, 1297, 1228]
booth-organizer-text: : செ.வினேஷ், பிரதான சாலை, செம்மேடு, மாரப்பகவுண்டன்புதூர், கோயம்புத்தூர்.	[871, 991, 1092, 1026]
booth-number: பாகம் – 2	[1149, 891, 1201, 905]
booth-number: பாகம் – 4	[1149, 984, 1201, 998]
organizer-entry	[1149, 1211, 1490, 1315]
spacer	[1149, 1723, 1490, 1774]
branch-heading: காந்திபுரம் கிளை	[1261, 2156, 1378, 2173]
booth-organizer-text: : மு.சந்தோஷ் குமார், 1/290, என்.எஸ்.கே.வீதி, சோமந்துறை, ஆனைமலை, கோயம்புத்தூர்.	[1229, 1542, 1478, 1577]
booth-entry	[1149, 1631, 1490, 1673]
organizer-details: (1) கே.கலைவேந்தன், புது வீட்டு கவுண்டன் வீதி, காளியாபுரம், ஆனைமலை, கோவை. (2) ந.தனிக்குமார், கிழக்கு மேட்டு வீதி, காளியாபுரம், ஆனைமலை, கோவை. (3) ர.பரத், 16–எ, சாலை சோமநாதபுரம், காளியாபுரம், கோவை.	[56, 1070, 397, 1168]
booth-entry	[426, 2074, 767, 2116]
organizer-entry	[426, 1563, 767, 1605]
organizer-details: மா.சுதிரேசன், 4/80, கே.பி.எம். குடியிருப்பு, காளியாபுரம், ஆனைமலை, கோவை.	[426, 143, 767, 178]
booth-number: பாகம் – 112	[56, 370, 124, 384]
organizer-details: மு.பாரதிராஜா, 1/7, மாகாளியம்மன் கோயில் வீதி, காளியாபுரம், ஆனைமலை, கோவை.	[56, 1026, 397, 1060]
organizer-details: (1) ச.பிரசாந்த், 3/7, பள்ளி வீதி, பெத்தநாயக்கனூர், அண்ணா நகர், கோயம்புத்தூர். (2) மா.லோகேஷ், 1/135, காந்தி நகர், பெத்தநாயக்கனூர், கோயம்புத்தூர். (3) த.மணிகண்டன், 4/423, மேட்டுக்குடி யிருப்பு, பெத்தநாயக்கனூர், கோயம்புத்தூர்.	[1149, 709, 1490, 807]
role-label: துணை அமைப்பாளர்கள் :	[426, 551, 583, 565]
organizer-details: ச.செல்வபாரணி, 2/12, மதுரை வீரன் கோயில் வீதி, காளியாபுரம், ஆனைமலை, கோவை.	[56, 1218, 397, 1252]
branch-heading: காந்தி ஆசிரமம் கிளை	[519, 1152, 674, 1169]
page-number: 25	[1453, 37, 1500, 76]
role-label: அமைப்பாளர் :	[790, 1436, 876, 1450]
organizer-details: (1) த.கார்த்திக், 23, காமராஜர் தெரு, நாயக்கன்பாளையம், கோவை. (2) பா.தீபக் பிரகாஷ், 4/8, வாட்டர் டேங் வீதி, நாயக்கன்பாளையம், கோவை.	[56, 554, 397, 610]
booth-organizer-text: : ந.பிரகாஷ்ராஜ், 3/30, நாயக்கன்பாளையம், கோவை.	[137, 694, 370, 729]
booth-number: பாகம் – 98	[426, 2078, 485, 2092]
role-label: அமைப்பாளர் :	[56, 1986, 150, 2000]
role-label: துணை அமைப்பாளர்கள் :	[1149, 1865, 1309, 1879]
role-label: அமைப்பாளர் :	[56, 1410, 157, 1424]
booth-organizer-text: : லதந்தகுமார், 3/121, தர்மராயி கோயில் வீதி, சோமந்துறை, கோயம்புத்தூர்.	[1229, 1681, 1471, 1715]
organizer-details: (1) ப.ஆனந்தகுமார், 2, விநாயகர் கோயில் வீதி, செம்மேடு, கோவை. (2) நாசுகந்தகுமார், 2/150, செம்மேடு, மாரப்ப கவுண்டர் புதூர், கோவை.	[790, 400, 1131, 456]
booth-entry	[1149, 1026, 1490, 1068]
branch-heading: நரிக்கல்பதி கிளை	[165, 803, 288, 821]
organizer-entry	[426, 740, 767, 823]
organizer-entry	[56, 1022, 397, 1064]
organizer-details: அமுதகமது அலி, 2116, செம்மேடு, மாரப்ப கவுண்டன்புதூர், கோவை.	[790, 355, 1131, 390]
organizer-entry	[56, 1643, 397, 1748]
organizer-details: (1) குஹ்ரி பிரசாந்த், 12, வெப்பரைபதி, காளியாபுரம், ஆனைமலை, கோவை. (2) க.தவாகர், கே.பி.என். குடியிருப்பு, காளியாபுரம், ஆனைமலை, கோவை. (3) ப.மாவகிருஷ்ணன், கே.பி.என் குடியிருப்பு, காளியாபுரம், ஆனைமலை, கோவை.	[56, 2031, 397, 2129]
organizer-details: (1) ஆதிலேஷ்குமார், 1/92, மொண்டி மாகாளியம்மன் கோயில் வீதி, பெத்தநாயக்கனூர், கோயம் புத்தூர். (2) ம.பிரபாகரன், 4/47, மொண்டி மாகாளியம்மன் கோயில் வீதி, பெத்தநாயக்கனூர், கோயம்புத்தூர். (3) ர.சிலம்பரசன், 3/66, உப்புக்கிணறு வீதி, பெத்தநாயக்கனூர், கோயம்புத்தூர்.	[1149, 304, 1490, 423]
booth-number: பாகம் – 111	[56, 324, 124, 337]
booth-entry	[1149, 888, 1490, 930]
booth-entry	[426, 854, 767, 896]
booth-number: பாகம் – 5	[1149, 1030, 1201, 1044]
